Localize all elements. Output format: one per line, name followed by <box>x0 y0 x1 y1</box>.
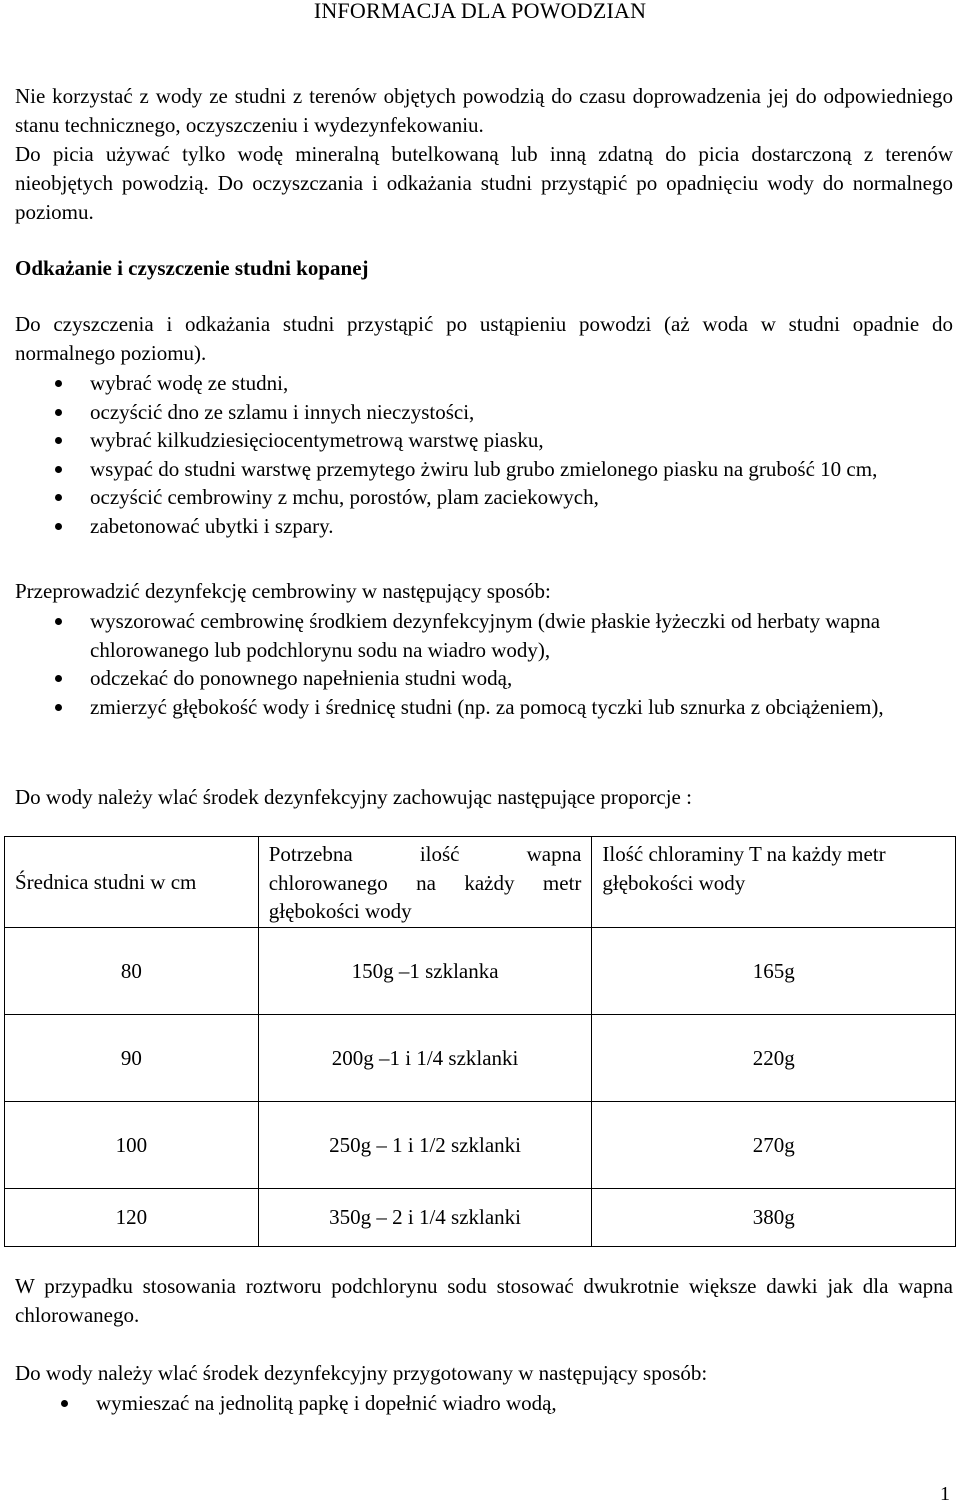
bullet-icon <box>55 618 62 625</box>
table-cell: 350g – 2 i 1/4 szklanki <box>258 1189 592 1247</box>
bullet-icon <box>55 494 62 501</box>
table-row <box>5 1102 956 1189</box>
section-intro: Do czyszczenia i odkażania studni przystąpić po ustąpieniu powodzi (aż woda w studni opadnie do normalnego poziomu). <box>15 312 953 365</box>
proportions-intro: Do wody należy wlać środek dezynfekcyjny zachowując następujące proporcje : <box>15 785 692 809</box>
table-header-cell: Potrzebna ilość wapna chlorowanego na każdy metr głębokości wody <box>258 837 592 928</box>
bullet-icon <box>55 409 62 416</box>
intro-text-2: Do picia używać tylko wodę mineralną butelkowaną lub inną zdatną do picia dostarczoną z terenów nieobjętych powodzią. <box>15 142 953 195</box>
note-paragraph: W przypadku stosowania roztworu podchlorynu sodu stosować dwukrotnie większe dawki jak dla wapna chlorowanego. <box>15 1274 953 1327</box>
list-item: wyszorować cembrowinę środkiem dezynfekcyjnym (dwie płaskie łyżeczki od herbaty wapna chlorowanego lub podchlorynu sodu na wiadro wody), <box>15 607 885 664</box>
table-cell: 165g <box>592 928 956 1015</box>
list-item: wymieszać na jednolitą papkę i dopełnić wiadro wodą, <box>21 1389 921 1418</box>
bullet-icon <box>55 523 62 530</box>
bullet-icon <box>55 675 62 682</box>
table-cell: 270g <box>592 1102 956 1189</box>
table-cell: 250g – 1 i 1/2 szklanki <box>258 1102 592 1189</box>
list-item: oczyścić dno ze szlamu i innych nieczystości, <box>15 398 953 427</box>
table-row <box>5 1189 956 1247</box>
table-cell: 220g <box>592 1015 956 1102</box>
disinfection-steps-list <box>15 607 885 721</box>
list-item: odczekać do ponownego napełnienia studni wodą, <box>15 664 885 693</box>
bullet-icon <box>55 380 62 387</box>
table-cell: 120 <box>5 1189 259 1247</box>
list-item: wsypać do studni warstwę przemytego żwiru lub grubo zmielonego piasku na grubość 10 cm, <box>15 455 953 484</box>
bullet-icon <box>55 466 62 473</box>
page-number: 1 <box>940 1483 950 1505</box>
list-item: zabetonować ubytki i szpary. <box>15 512 953 541</box>
list-item: zmierzyć głębokość wody i średnicę studni (np. za pomocą tyczki lub sznurka z obciążeniem), <box>15 693 885 722</box>
preparation-intro: Do wody należy wlać środek dezynfekcyjny przygotowany w następujący sposób: <box>15 1361 708 1385</box>
table-cell: 150g –1 szklanka <box>258 928 592 1015</box>
table-cell: 380g <box>592 1189 956 1247</box>
disinfection-heading: Przeprowadzić dezynfekcję cembrowiny w następujący sposób: <box>15 579 551 603</box>
list-item: wybrać wodę ze studni, <box>15 369 953 398</box>
table-cell: 200g –1 i 1/4 szklanki <box>258 1015 592 1102</box>
table-row <box>5 928 956 1015</box>
table-header-cell: Średnica studni w cm <box>5 837 259 928</box>
cleaning-steps-list <box>15 369 953 541</box>
section-heading: Odkażanie i czyszczenie studni kopanej <box>15 256 369 280</box>
table-row <box>5 1015 956 1102</box>
table-cell: 80 <box>5 928 259 1015</box>
table-header-row <box>5 837 956 928</box>
preparation-steps-list <box>21 1389 921 1418</box>
page-title: INFORMACJA DLA POWODZIAN <box>313 0 647 23</box>
bullet-icon <box>61 1400 68 1407</box>
table-cell: 90 <box>5 1015 259 1102</box>
table-header-cell: Ilość chloraminy T na każdy metr głębokości wody <box>592 837 956 928</box>
dosage-table <box>4 836 956 1247</box>
list-item: wybrać kilkudziesięciocentymetrową warstwę piasku, <box>15 426 953 455</box>
list-item: oczyścić cembrowiny z mchu, porostów, plam zaciekowych, <box>15 483 953 512</box>
bullet-icon <box>55 704 62 711</box>
table-cell: 100 <box>5 1102 259 1189</box>
intro-text-3: Do oczyszczania i odkażania studni przystąpić po opadnięciu wody do normalnego poziomu. <box>15 171 954 224</box>
intro-paragraph <box>15 82 953 227</box>
bullet-icon <box>55 437 62 444</box>
intro-text-1: Nie korzystać z wody ze studni z terenów objętych powodzią do czasu doprowadzenia jej do odpowiedniego stanu technicznego, oczyszczeniu i wydezynfekowaniu. <box>15 84 953 137</box>
